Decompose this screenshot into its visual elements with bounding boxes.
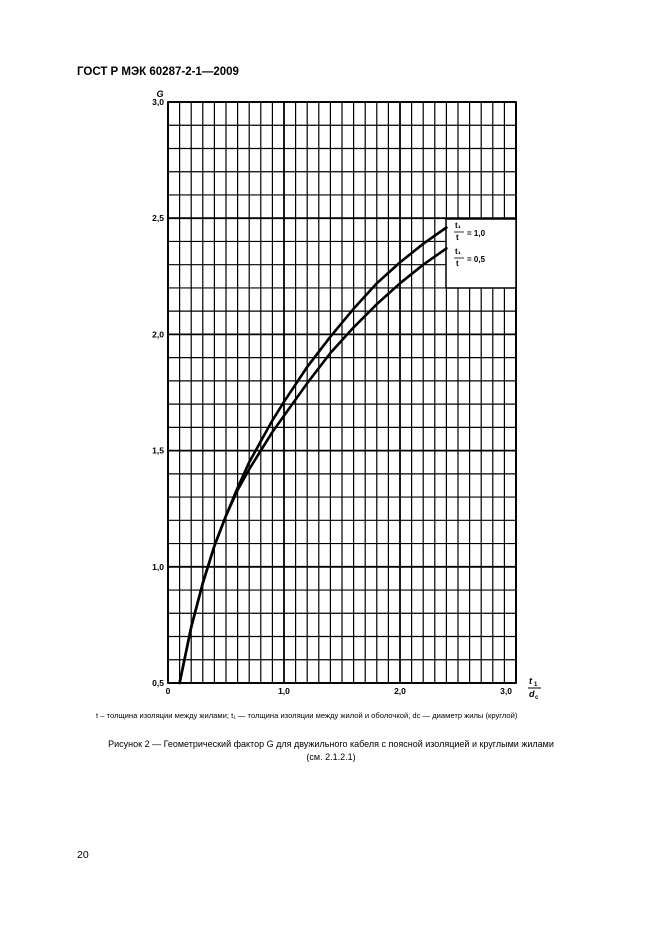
x-axis-label-numerator: t	[529, 676, 532, 686]
x-tick-label: 0	[165, 686, 171, 696]
x-tick-label: 1,0	[278, 686, 290, 696]
y-tick-label: 0,5	[152, 678, 164, 688]
y-tick-label: 1,0	[152, 561, 164, 572]
figure-caption	[77, 738, 585, 764]
y-tick-label: 2,0	[152, 329, 164, 340]
legend-label-numerator: t₁	[455, 221, 461, 230]
caption-line-2: (см. 2.1.2.1)	[306, 752, 356, 762]
x-axis-label-denominator-sub: c	[535, 695, 539, 701]
x-axis-label-denominator: d	[529, 689, 535, 699]
x-tick-label: 2,0	[394, 686, 406, 696]
legend-label-value: = 1,0	[467, 229, 486, 238]
y-tick-label: 2,5	[152, 213, 164, 224]
legend-label-value: = 0,5	[467, 255, 486, 264]
legend-label-denominator: t	[456, 233, 459, 242]
series-line-2	[180, 248, 447, 683]
series-line-1	[180, 228, 447, 684]
y-tick-label: 3,0	[152, 97, 164, 107]
legend-label-denominator: t	[456, 259, 459, 268]
y-tick-label: 1,5	[152, 445, 164, 456]
page-number: 20	[77, 849, 89, 861]
x-tick-label: 3,0	[500, 686, 512, 696]
document-header: ГОСТ Р МЭК 60287-2-1—2009	[77, 66, 239, 78]
y-axis-label: G	[156, 89, 164, 99]
caption-line-1: Рисунок 2 — Геометрический фактор G для двужильного кабеля с поясной изоляцией и круглыми жилами	[108, 739, 554, 749]
figure-footnote: t – толщина изоляции между жилами; t₁ — толщина изоляции между жилой и оболочкой, dc — диаметр жилы (круглой)	[96, 711, 518, 720]
x-axis-label-numerator-sub: 1	[534, 682, 538, 688]
legend-label-numerator: t₁	[455, 247, 461, 256]
